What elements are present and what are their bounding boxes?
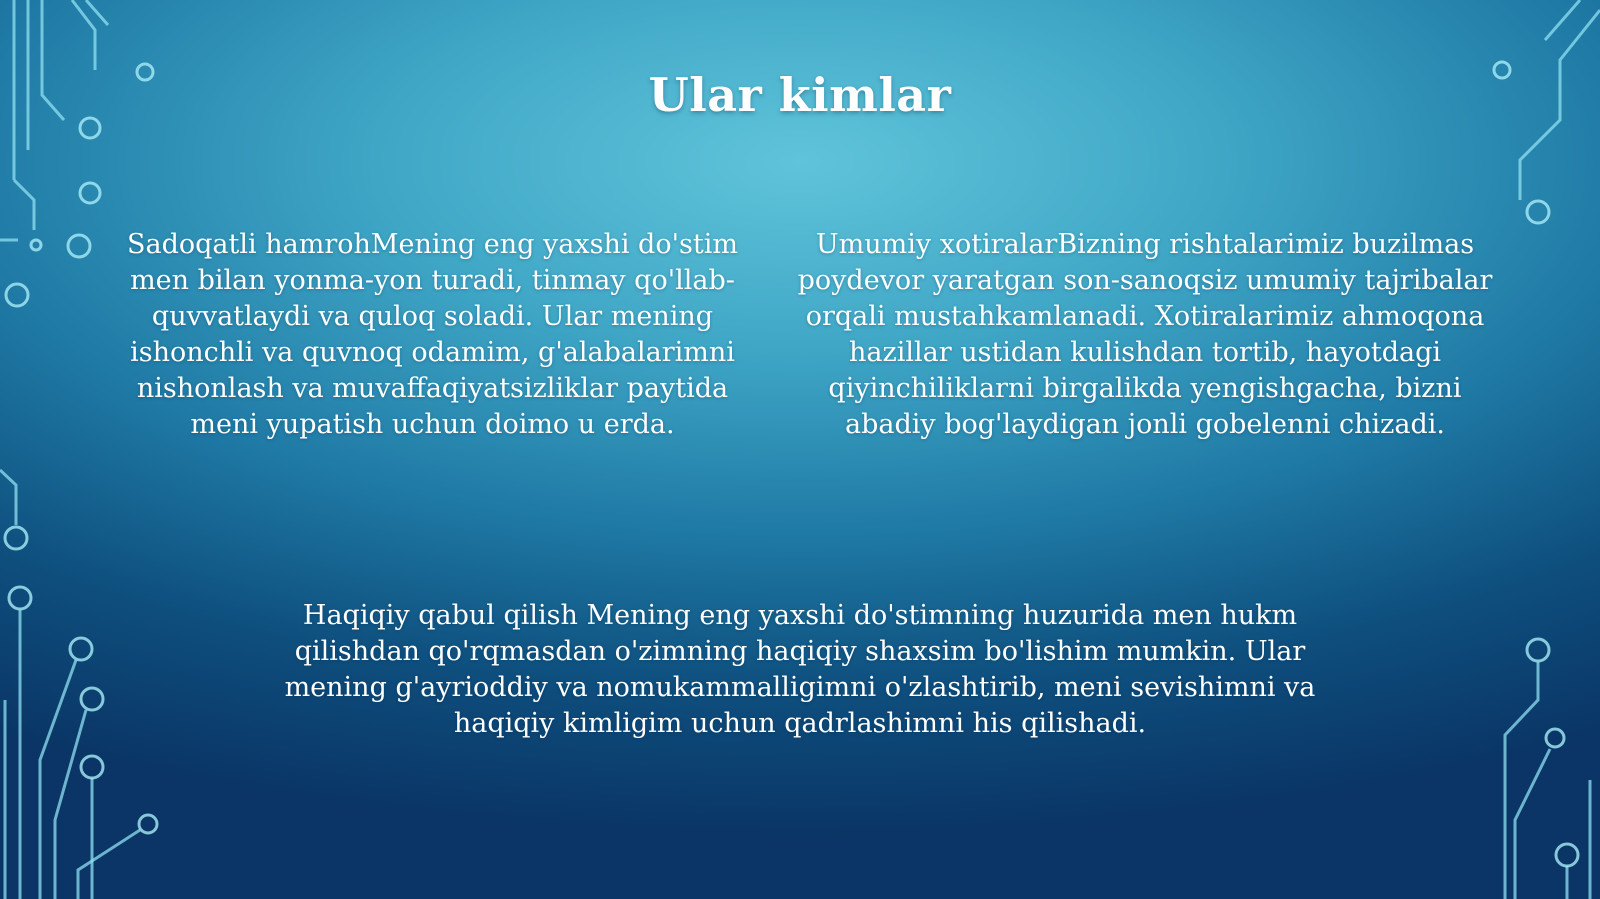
- circuit-right-bottom: [1505, 639, 1590, 899]
- text-block-shared-memories: Umumiy xotiralarBizning rishtalarimiz buzilmas poydevor yaratgan son-sanoqsiz umumiy tajribalar orqali mustahkamlanadi. Xotiralarimiz ahmoqona hazillar ustidan kulishdan tortib, hayotdagi qiyinchiliklarni birgalikda yengishgacha, bizni abadiy bog'laydigan jonli gobelenni chizadi.: [797, 229, 1493, 440]
- slide-title: Ular kimlar: [648, 68, 952, 122]
- text-block-loyal-companion: Sadoqatli hamrohMening eng yaxshi do'stim men bilan yonma-yon turadi, tinmay qo'llab-quvvatlaydi va quloq soladi. Ular mening ishonchli va quvnoq odamim, g'alabalarimni nishonlash va muvaffaqiyatsizliklar paytida meni yupatish uchun doimo u erda.: [127, 229, 738, 440]
- text-block-true-acceptance: Haqiqiy qabul qilish Mening eng yaxshi do'stimning huzurida men hukm qilishdan qo'rqmasdan o'zimning haqiqiy shaxsim bo'lishim mumkin. Ular mening g'ayrioddiy va nomukammalligimni o'zlashtirib, meni sevishimni va haqiqiy kimligim uchun qadrlashimni his qilishadi.: [284, 600, 1316, 739]
- circuit-left-bottom: [0, 470, 157, 899]
